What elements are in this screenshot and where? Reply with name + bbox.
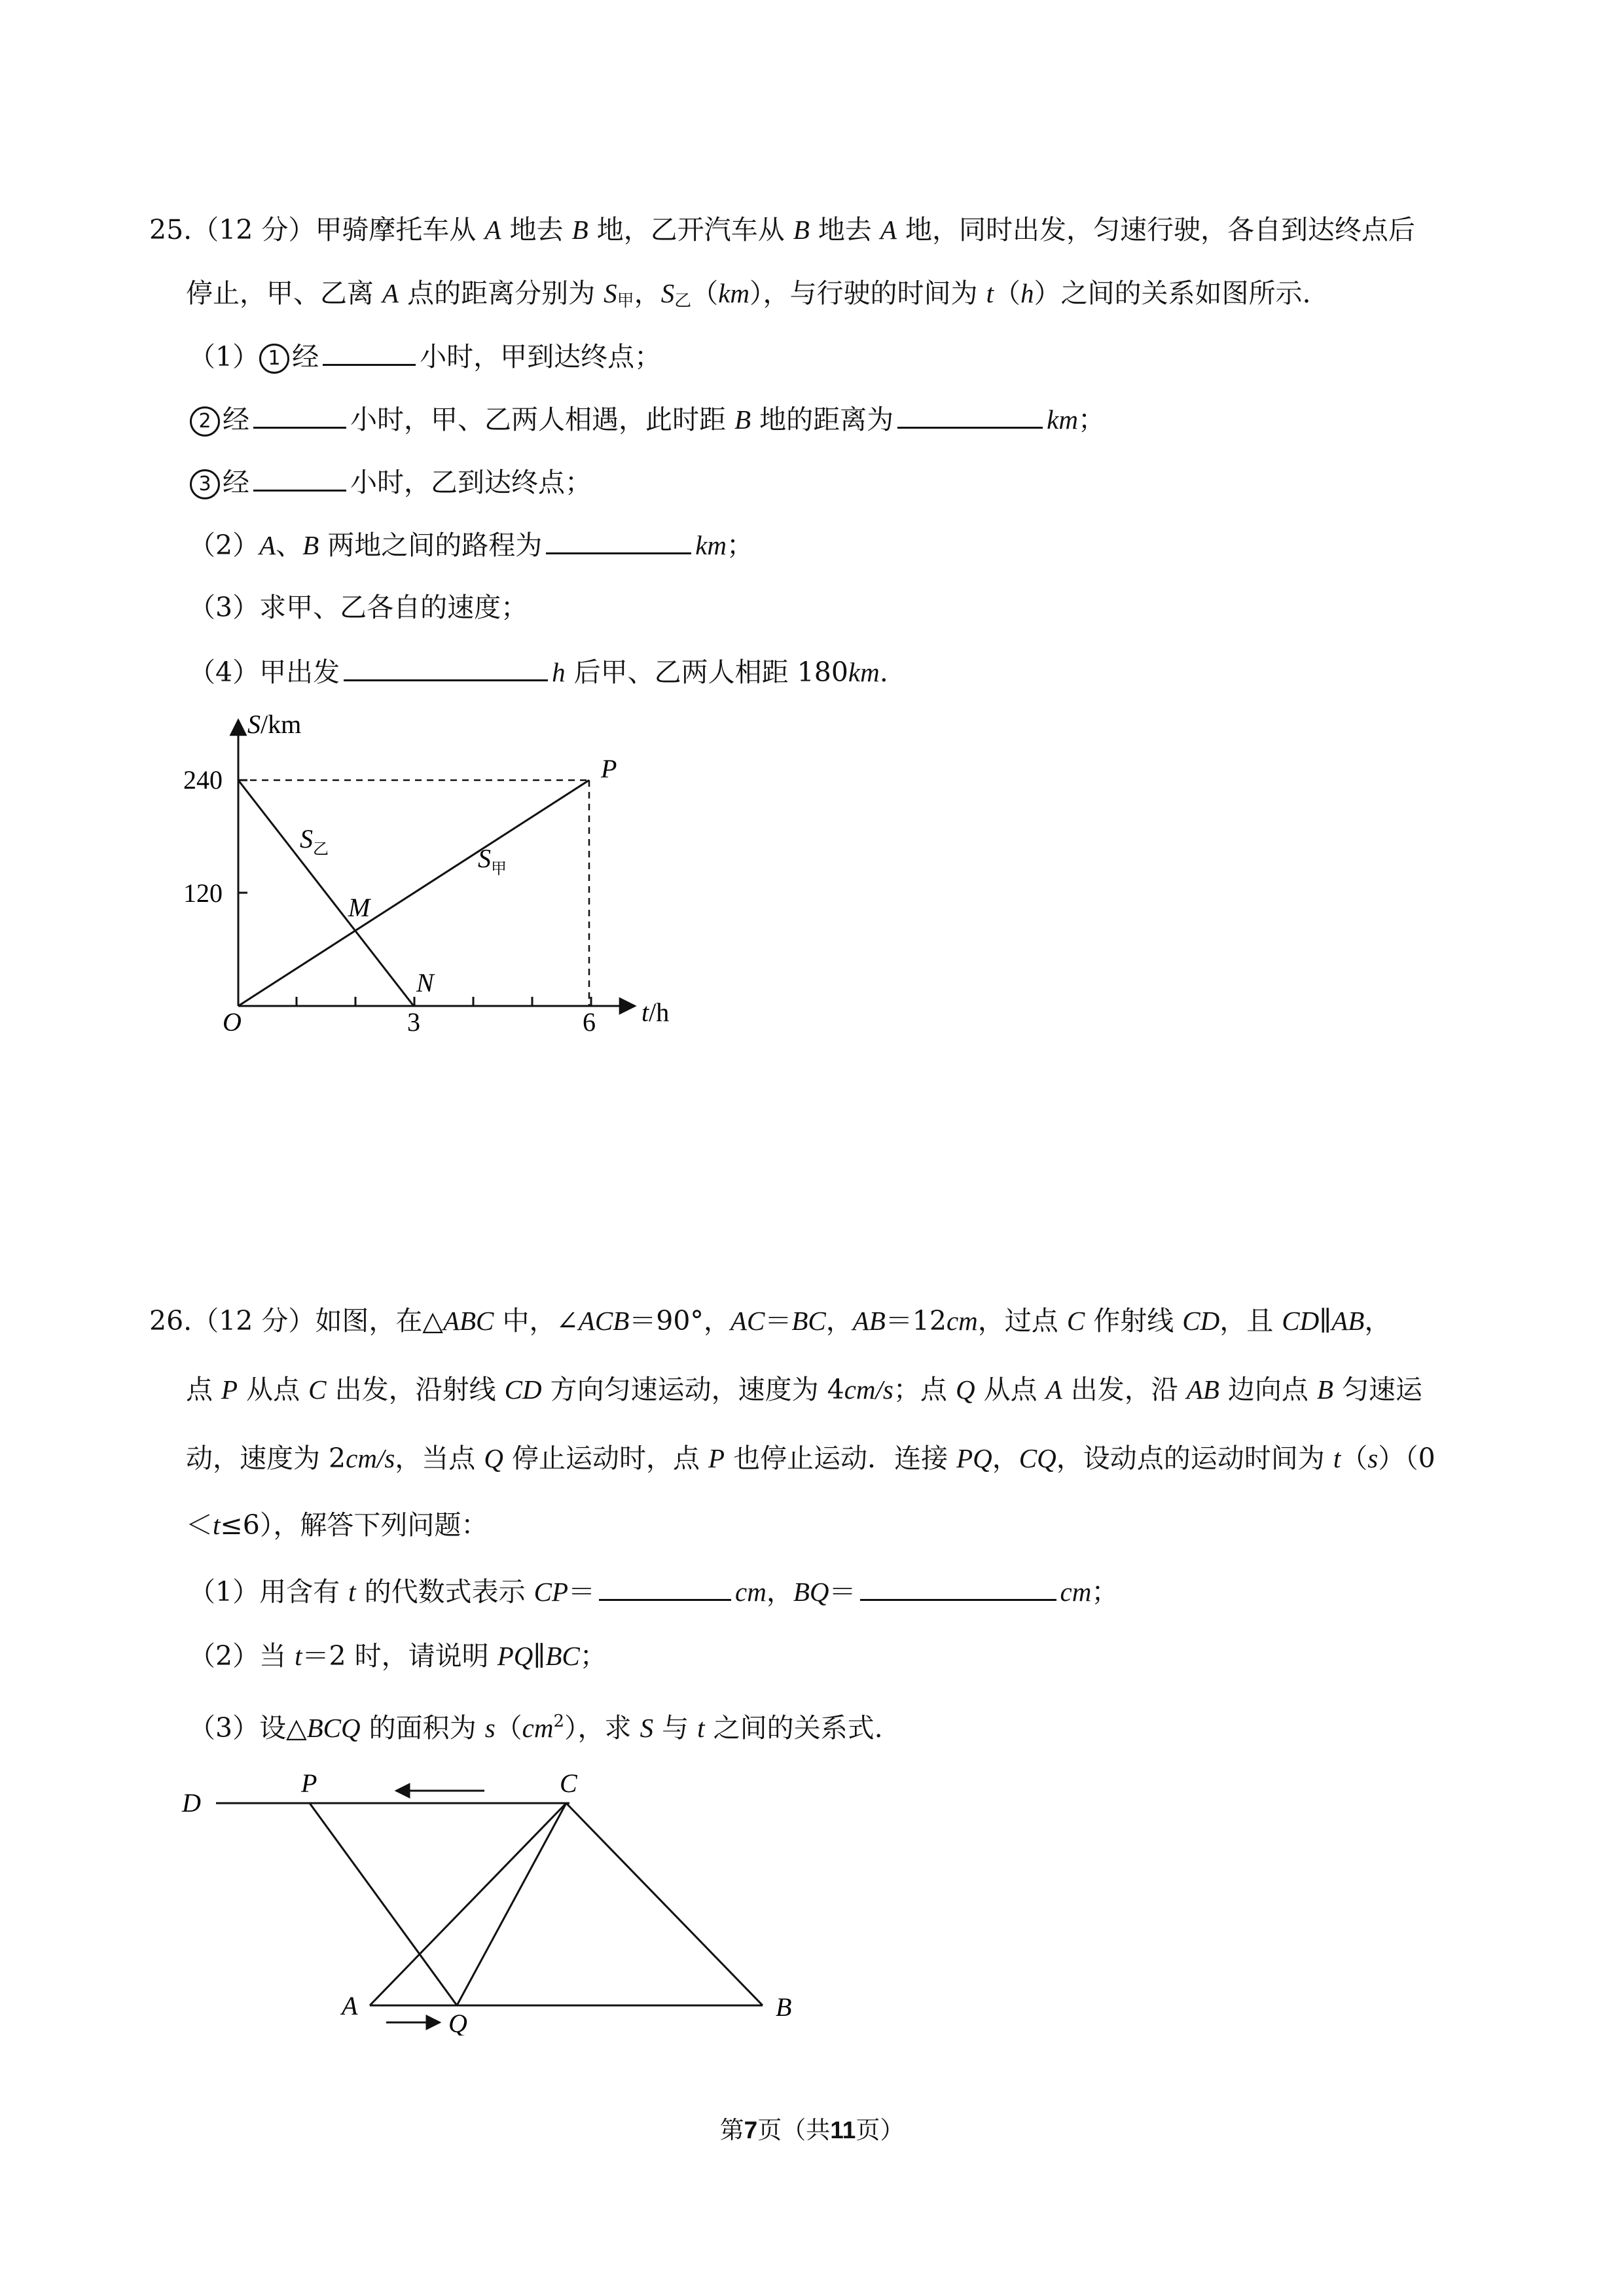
part-label: （1） bbox=[189, 341, 260, 372]
text: （ bbox=[993, 278, 1020, 309]
text: （ bbox=[495, 1712, 522, 1744]
unit: cm/s bbox=[844, 1374, 893, 1405]
var-B: B bbox=[571, 215, 588, 245]
var-B: B bbox=[793, 215, 810, 245]
text: 与 bbox=[653, 1712, 698, 1744]
var: t bbox=[697, 1713, 705, 1743]
text: ），与行驶的时间为 bbox=[749, 278, 986, 309]
q26-stem-line2 bbox=[186, 1373, 1422, 1406]
text: ； bbox=[727, 529, 754, 561]
point-P-label: P bbox=[301, 1768, 317, 1798]
text: ， bbox=[634, 278, 661, 309]
superscript: 2 bbox=[553, 1712, 565, 1731]
unit: cm bbox=[522, 1713, 554, 1743]
var: S bbox=[640, 1713, 654, 1743]
text: 后甲、乙两人相距 180 bbox=[565, 656, 848, 688]
text: ＝ bbox=[829, 1576, 856, 1607]
text: ≤6），解答下列问题： bbox=[220, 1509, 488, 1541]
var: BCQ bbox=[306, 1713, 361, 1743]
unit-km: km bbox=[848, 657, 880, 687]
q25-distance-time-graph bbox=[164, 707, 727, 1060]
circled-number: 3 bbox=[190, 469, 220, 499]
text: ＝ bbox=[765, 1305, 792, 1336]
text: ＜ bbox=[186, 1509, 213, 1541]
text: 页（共 bbox=[757, 2116, 831, 2144]
text: 甲出发 bbox=[259, 656, 340, 688]
q25-part1-3 bbox=[190, 465, 592, 499]
unit: cm bbox=[735, 1577, 767, 1607]
subscript-jia: 甲 bbox=[617, 291, 634, 311]
part-label: （3） bbox=[189, 592, 260, 623]
unit-km: km bbox=[718, 278, 750, 308]
segment-PQ bbox=[310, 1803, 457, 2005]
part-label: （3） bbox=[189, 1712, 260, 1744]
q25-stem-line2 bbox=[186, 277, 1311, 317]
part-label: （4） bbox=[189, 656, 260, 688]
var: BQ bbox=[793, 1577, 829, 1607]
text: 小时，甲到达终点； bbox=[420, 341, 662, 372]
text: 第 bbox=[719, 2116, 744, 2144]
var: A bbox=[1045, 1374, 1062, 1405]
var: C bbox=[308, 1374, 327, 1405]
var: ACB bbox=[578, 1306, 630, 1336]
text: ＝2 时，请说明 bbox=[302, 1640, 497, 1672]
q25-stem-line1 bbox=[149, 213, 1415, 246]
q26-stem-line4 bbox=[186, 1509, 488, 1541]
parallel-symbol: ∥ bbox=[1319, 1305, 1332, 1336]
text: 地去 bbox=[809, 214, 880, 245]
point-N-label: N bbox=[416, 968, 434, 997]
var: ABC bbox=[442, 1306, 494, 1336]
var: t bbox=[1333, 1443, 1341, 1473]
text: （ bbox=[691, 278, 719, 309]
circled-number: 2 bbox=[190, 406, 220, 437]
var: t bbox=[295, 1641, 302, 1671]
text: 、 bbox=[276, 529, 303, 561]
var-S: S bbox=[660, 278, 675, 308]
q25-part2 bbox=[189, 528, 753, 562]
text: ，设动点的运动时间为 bbox=[1056, 1443, 1333, 1474]
text: ； bbox=[579, 1640, 607, 1672]
text: 经 bbox=[223, 404, 249, 435]
q26-score: （12 分） bbox=[192, 1305, 316, 1336]
var: P bbox=[708, 1443, 725, 1473]
q25-score: （12 分） bbox=[192, 214, 316, 245]
origin-label: O bbox=[223, 1007, 242, 1037]
var: B bbox=[1316, 1374, 1333, 1405]
var: s bbox=[484, 1713, 496, 1743]
point-C-label: C bbox=[560, 1768, 577, 1798]
q26-part2 bbox=[189, 1640, 607, 1672]
q25-number: 25. bbox=[149, 214, 192, 245]
var: BC bbox=[545, 1641, 580, 1671]
q26-number: 26. bbox=[149, 1305, 192, 1336]
subscript-yi: 乙 bbox=[674, 291, 692, 311]
text: ）（0 bbox=[1378, 1443, 1435, 1474]
text: 的代数式表示 bbox=[355, 1576, 534, 1607]
q26-stem-line1 bbox=[149, 1304, 1391, 1337]
unit: s bbox=[1367, 1443, 1379, 1473]
line-S-jia bbox=[238, 780, 589, 1006]
text: 出发，沿射线 bbox=[326, 1374, 505, 1405]
text: ＝ bbox=[568, 1576, 596, 1607]
text: 的面积为 bbox=[360, 1712, 485, 1744]
var-B: B bbox=[302, 530, 319, 560]
unit-h: h bbox=[552, 657, 566, 687]
S-jia-label: $S_甲$ bbox=[478, 844, 507, 878]
line-S-yi bbox=[238, 780, 414, 1006]
text: 地，乙开汽车从 bbox=[588, 214, 793, 245]
page-number: 7 bbox=[744, 2117, 758, 2144]
text: ＝12 bbox=[885, 1305, 947, 1336]
var-A: A bbox=[484, 215, 501, 245]
text: 方向匀速运动，速度为 4 bbox=[541, 1374, 844, 1405]
var: t bbox=[213, 1510, 221, 1540]
text: ， bbox=[825, 1305, 853, 1336]
var-A: A bbox=[259, 530, 276, 560]
var-S: S bbox=[604, 278, 617, 308]
var: PQ bbox=[497, 1641, 533, 1671]
unit-h: h bbox=[1020, 278, 1034, 308]
var: Q bbox=[484, 1443, 503, 1473]
text: 从点 bbox=[975, 1374, 1046, 1405]
segment-CQ bbox=[457, 1803, 566, 2005]
text: ； bbox=[1091, 1576, 1119, 1607]
var: t bbox=[348, 1577, 356, 1607]
var: AB bbox=[1331, 1306, 1365, 1336]
text: 从点 bbox=[238, 1374, 309, 1405]
S-yi-label: $S_乙$ bbox=[300, 824, 329, 858]
var-A: A bbox=[382, 278, 399, 308]
answer-blank[interactable] bbox=[323, 339, 416, 366]
var: CD bbox=[504, 1374, 542, 1405]
q26-geometry-figure bbox=[164, 1761, 818, 2036]
unit: cm bbox=[946, 1306, 978, 1336]
var: CD bbox=[1282, 1306, 1320, 1336]
answer-blank[interactable] bbox=[253, 402, 346, 429]
text: 之间的关系式. bbox=[704, 1712, 883, 1744]
text: ，当点 bbox=[395, 1443, 484, 1474]
text: ＝90°， bbox=[629, 1305, 731, 1336]
text: 地的距离为 bbox=[751, 404, 894, 435]
parallel-symbol: ∥ bbox=[533, 1640, 546, 1672]
point-P-label: P bbox=[601, 754, 617, 783]
q25-part1-2 bbox=[190, 402, 1105, 437]
text: 如图，在△ bbox=[315, 1305, 443, 1336]
answer-blank[interactable] bbox=[860, 1574, 1056, 1601]
segment-AC bbox=[370, 1803, 566, 2005]
text: 出发，沿 bbox=[1062, 1374, 1187, 1405]
q25-part1-1 bbox=[189, 339, 661, 374]
unit-km: km bbox=[1047, 404, 1078, 435]
q25-part4 bbox=[189, 655, 888, 689]
var: CQ bbox=[1019, 1443, 1056, 1473]
text: 小时，甲、乙两人相遇，此时距 bbox=[350, 404, 735, 435]
text: 匀速运 bbox=[1333, 1374, 1423, 1405]
answer-blank[interactable] bbox=[344, 655, 548, 681]
y-axis-label: S/km bbox=[247, 709, 302, 739]
text: 停止运动时，点 bbox=[503, 1443, 709, 1474]
part-label: （1） bbox=[189, 1576, 260, 1607]
text: 地去 bbox=[501, 214, 572, 245]
point-D-label: D bbox=[182, 1788, 201, 1818]
unit: cm/s bbox=[346, 1443, 395, 1473]
text: ，过点 bbox=[977, 1305, 1067, 1336]
segment-CB bbox=[566, 1803, 763, 2005]
point-M-label: M bbox=[348, 893, 370, 922]
var: AC bbox=[730, 1306, 765, 1336]
q26-stem-line3 bbox=[186, 1442, 1435, 1475]
y-tick-label-240: 240 bbox=[183, 765, 223, 795]
x-axis-label: t/h bbox=[641, 997, 670, 1027]
answer-blank[interactable] bbox=[253, 465, 346, 492]
answer-blank[interactable] bbox=[546, 528, 691, 554]
page-footer bbox=[0, 2110, 1624, 2145]
text: ），求 bbox=[564, 1712, 640, 1744]
text: 经 bbox=[292, 341, 319, 372]
part-label: （2） bbox=[189, 529, 260, 561]
point-A-label: A bbox=[342, 1991, 358, 2020]
text: 经 bbox=[223, 467, 249, 498]
q26-part3 bbox=[189, 1705, 883, 1744]
var: CP bbox=[533, 1577, 569, 1607]
part-label: （2） bbox=[189, 1640, 260, 1672]
var-A: A bbox=[880, 215, 897, 245]
text: ；点 bbox=[893, 1374, 956, 1405]
answer-blank[interactable] bbox=[897, 402, 1043, 429]
var: P bbox=[221, 1374, 238, 1405]
text: 求甲、乙各自的速度； bbox=[259, 592, 528, 623]
text: 中，∠ bbox=[494, 1305, 579, 1336]
x-tick-label-6: 6 bbox=[583, 1007, 596, 1037]
text: 作射线 bbox=[1085, 1305, 1183, 1336]
var: BC bbox=[791, 1306, 826, 1336]
text: 点的距离分别为 bbox=[399, 278, 604, 309]
text: 小时，乙到达终点； bbox=[350, 467, 592, 498]
point-Q-label: Q bbox=[448, 2009, 467, 2036]
text: 点 bbox=[186, 1374, 222, 1405]
text: 两地之间的路程为 bbox=[319, 529, 543, 561]
text: ，且 bbox=[1219, 1305, 1282, 1336]
text: 也停止运动．连接 bbox=[725, 1443, 957, 1474]
text: ）之间的关系如图所示. bbox=[1034, 278, 1311, 309]
text: ， bbox=[992, 1443, 1019, 1474]
text: 页） bbox=[856, 2116, 905, 2144]
var-t: t bbox=[986, 278, 994, 308]
text: 动，速度为 2 bbox=[186, 1443, 346, 1474]
text: 边向点 bbox=[1219, 1374, 1317, 1405]
text: （ bbox=[1341, 1443, 1368, 1474]
y-tick-label-120: 120 bbox=[183, 878, 223, 908]
point-B-label: B bbox=[776, 1992, 792, 2022]
q25-part3 bbox=[189, 591, 528, 624]
unit-km: km bbox=[695, 530, 727, 560]
var: PQ bbox=[956, 1443, 992, 1473]
answer-blank[interactable] bbox=[599, 1574, 731, 1601]
text: 甲骑摩托车从 bbox=[315, 214, 485, 245]
page-total: 11 bbox=[830, 2117, 856, 2144]
text: . bbox=[879, 656, 888, 688]
var: AB bbox=[1186, 1374, 1219, 1405]
text: 当 bbox=[259, 1640, 295, 1672]
var: C bbox=[1066, 1306, 1085, 1336]
text: ， bbox=[766, 1576, 793, 1607]
text: ； bbox=[1077, 404, 1105, 435]
unit: cm bbox=[1060, 1577, 1092, 1607]
var: CD bbox=[1182, 1306, 1220, 1336]
text: 设△ bbox=[259, 1712, 307, 1744]
text: 地，同时出发，匀速行驶，各自到达终点后 bbox=[896, 214, 1415, 245]
var: AB bbox=[852, 1306, 886, 1336]
x-ticks bbox=[297, 997, 591, 1006]
circled-number: 1 bbox=[259, 344, 289, 374]
text: ， bbox=[1364, 1305, 1392, 1336]
text: 用含有 bbox=[259, 1576, 349, 1607]
x-tick-label-3: 3 bbox=[407, 1007, 420, 1037]
text: 停止，甲、乙离 bbox=[186, 278, 383, 309]
q26-part1 bbox=[189, 1574, 1118, 1608]
var-B: B bbox=[734, 404, 751, 435]
var: Q bbox=[955, 1374, 975, 1405]
